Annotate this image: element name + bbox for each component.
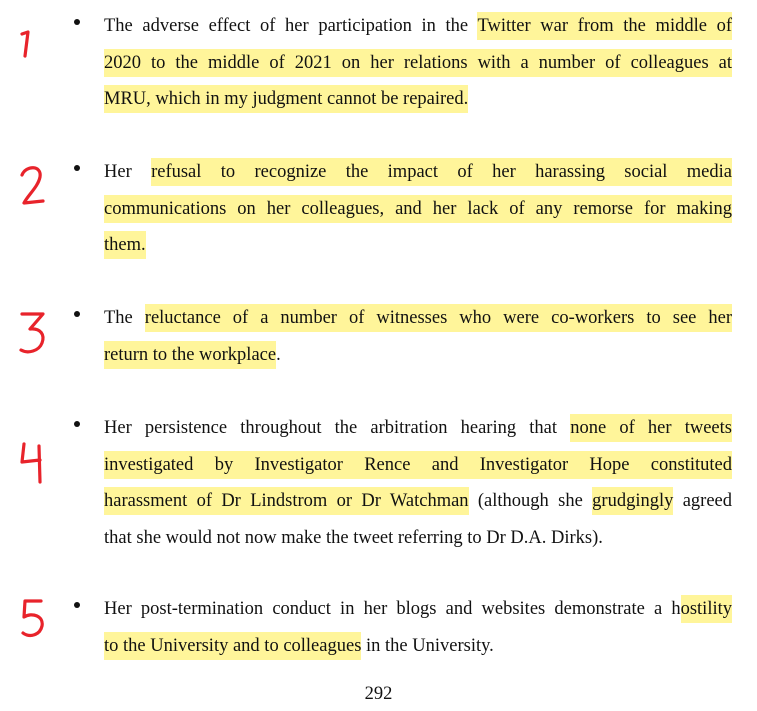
item-text [104,154,732,264]
text-segment: Her [104,162,152,182]
handwritten-number-3 [8,304,52,360]
highlighted-text: investigated by Investigator Rence and Investigator Hope constituted [104,451,732,479]
bullet [74,602,80,608]
text-segment: in the University. [361,635,494,656]
handwritten-number-4 [8,436,52,492]
highlighted-text: none of her tweets [570,414,732,442]
text-line [104,8,732,45]
handwritten-number-5 [8,593,52,649]
text-line [104,300,732,337]
text-line [104,591,732,628]
bullet [74,19,80,25]
text-segment: agreed [673,491,732,511]
highlighted-text: ostility [681,595,732,623]
text-line [104,520,732,557]
text-line [104,45,732,82]
text-line [104,227,732,264]
highlighted-text: return to the workplace [104,341,276,369]
highlighted-text: to the University and to colleagues [104,632,361,660]
text-line [104,337,732,374]
text-line [104,81,732,118]
bullet [74,421,80,427]
handwritten-number-1 [8,20,52,76]
text-segment: Her post-termination conduct in her blogs and websites demonstrate a h [104,599,681,619]
text-segment: Her persistence throughout the arbitration hearing that [104,418,571,438]
item-text [104,300,732,373]
highlighted-text: MRU, which in my judgment cannot be repaired. [104,85,468,113]
bullet [74,165,80,171]
item-text [104,591,732,664]
text-line [104,410,732,447]
item-text [104,8,732,118]
text-line [104,628,732,665]
item-text [104,410,732,556]
highlighted-text: reluctance of a number of witnesses who were co-workers to see her [145,304,732,332]
text-segment: . [276,344,281,365]
text-segment: The [104,308,145,328]
text-segment: The adverse effect of her participation in the [104,16,478,36]
text-segment: (although she [468,491,593,511]
highlighted-text: Twitter war from the middle of [477,12,732,40]
highlighted-text: refusal to recognize the impact of her harassing social media [151,158,732,186]
handwritten-number-2 [8,160,52,216]
text-segment: that she would not now make the tweet referring to Dr D.A. Dirks). [104,527,603,548]
highlighted-text: 2020 to the middle of 2021 on her relations with a number of colleagues at [104,49,732,77]
page-number: 292 [364,684,393,704]
highlighted-text: them. [104,231,146,259]
bullet [74,311,80,317]
text-line [104,483,732,520]
highlighted-text: communications on her colleagues, and her lack of any remorse for making [104,195,732,223]
text-line [104,154,732,191]
highlighted-text: harassment of Dr Lindstrom or Dr Watchman [104,487,469,515]
text-line [104,447,732,484]
text-line [104,191,732,228]
highlighted-text: grudgingly [592,487,673,515]
